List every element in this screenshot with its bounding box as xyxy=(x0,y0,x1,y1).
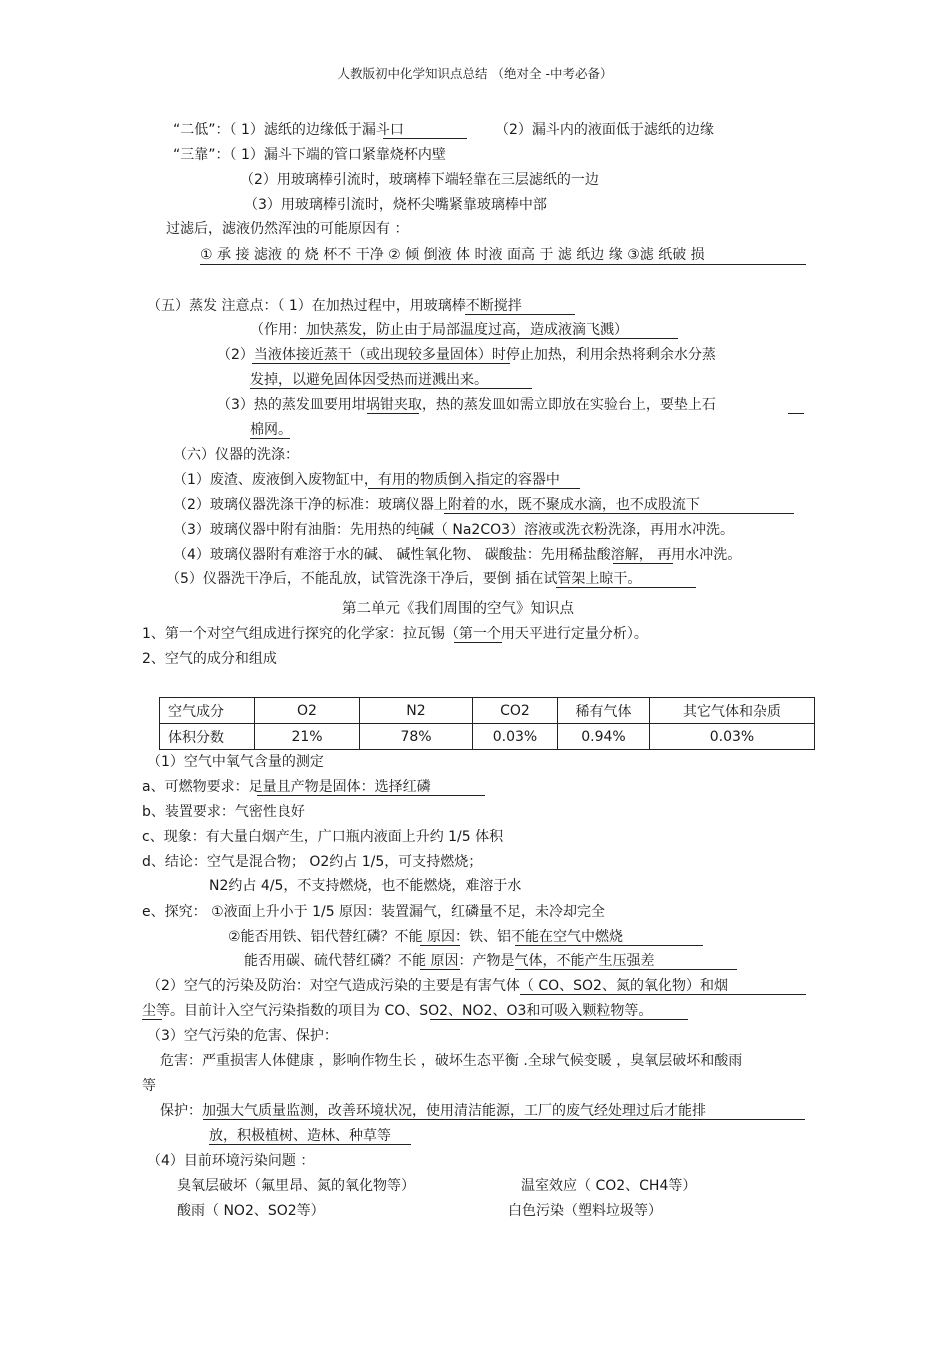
issue-ozone: 臭氧层破坏（氟里昂、氮的氧化物等） xyxy=(177,1178,415,1194)
table-header-cell: 稀有气体 xyxy=(558,698,650,724)
evaporation-line-1: （五）蒸发 注意点：（ 1）在加热过程中，用玻璃棒不断搅拌 xyxy=(147,298,522,314)
underline xyxy=(252,363,510,364)
washing-item-5: （5）仪器洗干净后，不能乱放，试管洗涤干净后，要倒 插在试管架上晾干。 xyxy=(166,571,642,587)
underline xyxy=(556,587,696,588)
oxygen-test-e1: e、探究： ①液面上升小于 1/5 原因：装置漏气，红磷量不足，未冷却完全 xyxy=(142,904,606,920)
air-composition-table xyxy=(159,697,815,750)
table-cell: 0.94% xyxy=(558,724,650,750)
underline xyxy=(515,969,737,970)
underline xyxy=(420,945,460,946)
underline xyxy=(209,1144,411,1145)
oxygen-test-d2: N2约占 4/5，不支持燃烧，也不能燃烧，难溶于水 xyxy=(209,878,522,894)
underline xyxy=(142,1019,162,1020)
oxygen-test-title: （1）空气中氧气含量的测定 xyxy=(147,754,324,770)
table-header-row xyxy=(160,698,815,724)
issue-greenhouse: 温室效应（ CO2、CH4等） xyxy=(521,1178,697,1194)
harm-line-2: 等 xyxy=(142,1078,156,1094)
table-row xyxy=(160,724,815,750)
evaporation-line-2: （作用：加快蒸发，防止由于局部温度过高，造成液滴飞溅） xyxy=(250,322,628,338)
table-header-cell: 其它气体和杂质 xyxy=(650,698,815,724)
underline xyxy=(613,563,673,564)
underline xyxy=(368,488,580,489)
three-lean-line-2: （2）用玻璃棒引流时，玻璃棒下端轻靠在三层滤纸的一边 xyxy=(240,172,599,188)
oxygen-test-e3: 能否用碳、硫代替红磷？不能 原因：产物是气体，不能产生压强差 xyxy=(244,953,655,969)
unit2-point-1: 1、第一个对空气组成进行探究的化学家：拉瓦锡（第一个用天平进行定量分析）。 xyxy=(142,626,648,642)
washing-item-2: （2）玻璃仪器洗涤干净的标准：玻璃仪器上附着的水，既不聚成水滴，也不成股流下 xyxy=(173,497,700,513)
evaporation-line-4: 发掉，以避免固体因受热而迸溅出来。 xyxy=(250,372,488,388)
underline xyxy=(465,314,575,315)
two-low-line-a: “二低”：（ 1）滤纸的边缘低于漏斗口 xyxy=(173,122,404,138)
table-cell: 0.03% xyxy=(473,724,558,750)
underline xyxy=(420,969,460,970)
underline xyxy=(250,388,532,389)
oxygen-test-e2: ②能否用铁、铝代替红磷？不能 原因：铁、铝不能在空气中燃烧 xyxy=(228,929,623,945)
washing-item-1: （1）废渣、废液倒入废物缸中，有用的物质倒入指定的容器中 xyxy=(173,472,560,488)
table-header-cell: 空气成分 xyxy=(160,698,255,724)
underline xyxy=(416,538,610,539)
evaporation-line-3: （2）当液体接近蒸干（或出现较多量固体）时停止加热，利用余热将剩余水分蒸 xyxy=(217,347,716,363)
underline xyxy=(250,438,290,439)
underline xyxy=(300,338,678,339)
issue-white-pollution: 白色污染（塑料垃圾等） xyxy=(508,1203,662,1219)
evaporation-line-5: （3）热的蒸发皿要用坩埚钳夹取，热的蒸发皿如需立即放在实验台上，要垫上石 xyxy=(217,397,716,413)
table-header-cell: N2 xyxy=(360,698,473,724)
underline xyxy=(367,413,419,414)
underline xyxy=(383,138,467,139)
unit2-point-2: 2、空气的成分和组成 xyxy=(142,651,277,667)
three-lean-line-1: “三靠”：（ 1）漏斗下端的管口紧靠烧杯内壁 xyxy=(173,147,446,163)
turbid-question: 过滤后，滤液仍然浑浊的可能原因有 ： xyxy=(166,221,409,237)
oxygen-test-b: b、装置要求：气密性良好 xyxy=(142,804,305,820)
two-low-line-b: （2）漏斗内的液面低于滤纸的边缘 xyxy=(495,122,714,138)
harm-title: （3）空气污染的危害、保护： xyxy=(147,1028,338,1044)
issue-acid-rain: 酸雨（ NO2、SO2等） xyxy=(177,1203,325,1219)
oxygen-test-d1: d、结论：空气是混合物； O2约占 1/5，可支持燃烧； xyxy=(142,854,483,870)
underline xyxy=(520,994,806,995)
table-header-cell: CO2 xyxy=(473,698,558,724)
underline xyxy=(203,1119,805,1120)
oxygen-test-c: c、现象：有大量白烟产生，广口瓶内液面上升约 1/5 体积 xyxy=(142,829,504,845)
underline xyxy=(430,1019,688,1020)
three-lean-line-3: （3）用玻璃棒引流时，烧杯尖嘴紧靠玻璃棒中部 xyxy=(244,197,547,213)
issues-title: （4）目前环境污染问题 ： xyxy=(147,1153,315,1169)
harm-line-1: 危害：严重损害人体健康 ，影响作物生长 ，破坏生态平衡 .全球气候变暖 ，臭氧层破坏和酸雨 xyxy=(160,1053,743,1069)
page-header: 人教版初中化学知识点总结 （绝对全 -中考必备） xyxy=(337,66,613,81)
underline xyxy=(788,413,804,414)
underline xyxy=(515,945,703,946)
pollution-line-1: （2）空气的污染及防治：对空气造成污染的主要是有害气体（ CO、SO2、氮的氧化物）和烟 xyxy=(147,978,728,994)
underline xyxy=(257,795,485,796)
underline xyxy=(454,642,502,643)
washing-item-4: （4）玻璃仪器附有难溶于水的碱、 碱性氧化物、 碳酸盐：先用稀盐酸溶解， 再用水冲洗。 xyxy=(173,547,742,563)
underline xyxy=(444,513,794,514)
table-cell: 78% xyxy=(360,724,473,750)
protect-line-1: 保护：加强大气质量监测，改善环境状况，使用清洁能源，工厂的废气经处理过后才能排 xyxy=(160,1103,706,1119)
washing-title: （六）仪器的洗涤： xyxy=(173,447,299,463)
table-header-cell: O2 xyxy=(255,698,360,724)
underline xyxy=(200,264,806,265)
washing-item-3: （3）玻璃仪器中附有油脂：先用热的纯碱（ Na2CO3）溶液或洗衣粉洗涤，再用水冲洗。 xyxy=(173,522,735,538)
unit2-title: 第二单元《我们周围的空气》知识点 xyxy=(342,601,574,617)
table-cell: 21% xyxy=(255,724,360,750)
table-cell: 0.03% xyxy=(650,724,815,750)
evaporation-line-6: 棉网。 xyxy=(250,422,292,438)
oxygen-test-a: a、可燃物要求：足量且产物是固体：选择红磷 xyxy=(142,779,431,795)
protect-line-2: 放，积极植树、造林、种草等 xyxy=(209,1128,391,1144)
table-cell: 体积分数 xyxy=(160,724,255,750)
pollution-line-2: 尘等。目前计入空气污染指数的项目为 CO、SO2、NO2、O3和可吸入颗粒物等。 xyxy=(142,1003,653,1019)
turbid-answer: ① 承 接 滤液 的 烧 杯不 干净 ② 倾 倒液 体 时液 面高 于 滤 纸边 缘 ③滤 纸破 损 xyxy=(200,247,705,263)
